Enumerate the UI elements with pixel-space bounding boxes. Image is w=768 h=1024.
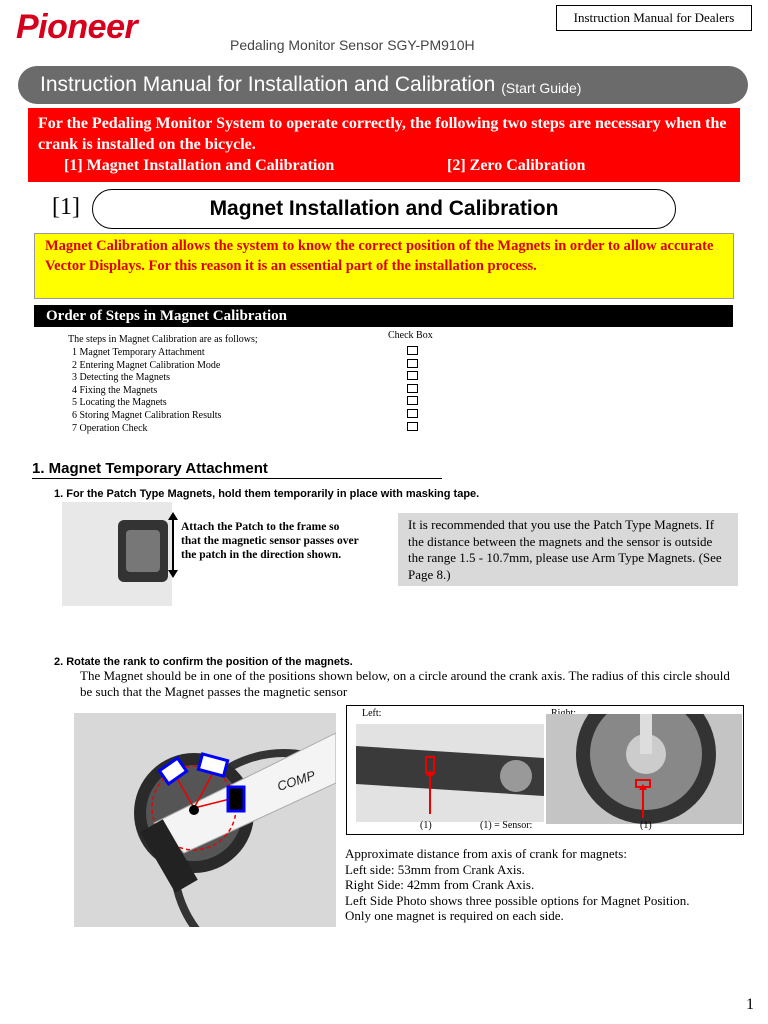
checkbox-list — [407, 346, 418, 434]
checkbox-header: Check Box — [388, 330, 433, 341]
list-item: 3 Detecting the Magnets — [72, 372, 171, 384]
recommendation-box: It is recommended that you use the Patch Type Magnets. If the distance between the magnets and the sensor is outside the range 1.5 - 10.7mm, please use Arm Type Magnets. (See Page 8.) — [398, 513, 738, 586]
right-crank-illustration — [546, 714, 742, 824]
title-bar — [18, 66, 748, 104]
page-title: Instruction Manual for Installation and Calibration — [40, 73, 496, 96]
bike-crank-photo — [74, 713, 336, 927]
step-checkbox[interactable] — [407, 359, 418, 368]
distance-line: Approximate distance from axis of crank for magnets: — [345, 846, 627, 861]
step-checkbox[interactable] — [407, 371, 418, 380]
steps-intro: The steps in Magnet Calibration are as follows; — [68, 334, 258, 345]
attachment-step-2: 2. Rotate the rank to confirm the position of the magnets. — [54, 656, 353, 668]
step-checkbox[interactable] — [407, 409, 418, 418]
attachment-step-2-text: The Magnet should be in one of the positions shown below, on a circle around the crank axis. The radius of this circle should be such that the Magnet passes the magnetic sensor — [80, 668, 730, 699]
right-sensor-marker: (1) — [640, 820, 652, 831]
step-checkbox[interactable] — [407, 346, 418, 355]
section-number: [1] — [52, 194, 80, 220]
list-item: 2 Entering Magnet Calibration Mode — [72, 359, 221, 371]
step-checkbox[interactable] — [407, 384, 418, 393]
left-label: Left: — [362, 708, 382, 719]
patch-magnet-face — [126, 530, 160, 572]
heading-underline — [32, 478, 442, 479]
right-crank-photo — [546, 714, 742, 824]
arrow-up-icon — [168, 512, 178, 520]
list-item: 5 Locating the Magnets — [72, 397, 167, 409]
distance-line: Left side: 53mm from Crank Axis. — [345, 861, 525, 877]
distance-line: Left Side Photo shows three possible options for Magnet Position. — [345, 892, 690, 908]
distance-line: Right Side: 42mm from Crank Axis. — [345, 877, 535, 892]
step-list — [72, 347, 221, 435]
page-number: 1 — [746, 996, 754, 1013]
order-steps-bar: Order of Steps in Magnet Calibration — [34, 305, 733, 327]
dealer-manual-label: Instruction Manual for Dealers — [556, 5, 752, 31]
left-crank-illustration — [356, 724, 544, 822]
sensor-legend: (1) = Sensor: — [480, 820, 533, 831]
calibration-highlight: Magnet Calibration allows the system to know the correct position of the Magnets in order to allow accurate Vector Displays. For this reason it is an essential part of the installation process. — [34, 233, 734, 299]
step-checkbox[interactable] — [407, 422, 418, 431]
attachment-step-1: 1. For the Patch Type Magnets, hold them temporarily in place with masking tape. — [54, 488, 480, 500]
list-item: 1 Magnet Temporary Attachment — [72, 347, 205, 358]
patch-note: Attach the Patch to the frame so that the magnetic sensor passes over the patch in the direction shown. — [181, 521, 359, 561]
pioneer-logo: Pioneer — [16, 8, 138, 46]
frame-brand-text: COMP — [275, 767, 318, 794]
distance-notes — [345, 846, 745, 924]
notice-text: For the Pedaling Monitor System to operate correctly, the following two steps are necessary when the crank is installed on the bicycle. — [38, 115, 727, 153]
left-sensor-marker: (1) — [420, 820, 432, 831]
list-item: 4 Fixing the Magnets — [72, 384, 158, 396]
section-title: Magnet Installation and Calibration — [92, 189, 676, 229]
notice-step-2: [2] Zero Calibration — [447, 157, 586, 174]
arrow-down-icon — [168, 570, 178, 578]
attachment-heading: 1. Magnet Temporary Attachment — [32, 460, 268, 477]
bike-illustration — [74, 713, 336, 927]
list-item: 7 Operation Check — [72, 422, 148, 434]
list-item: 6 Storing Magnet Calibration Results — [72, 409, 222, 421]
notice-box — [28, 108, 740, 182]
notice-step-1: [1] Magnet Installation and Calibration — [64, 157, 335, 174]
product-name: Pedaling Monitor Sensor SGY-PM910H — [230, 37, 475, 53]
left-crank-photo — [356, 724, 544, 822]
page-subtitle: (Start Guide) — [501, 80, 582, 96]
step-checkbox[interactable] — [407, 396, 418, 405]
distance-line: Only one magnet is required on each side. — [345, 908, 564, 923]
direction-arrow — [172, 516, 174, 576]
